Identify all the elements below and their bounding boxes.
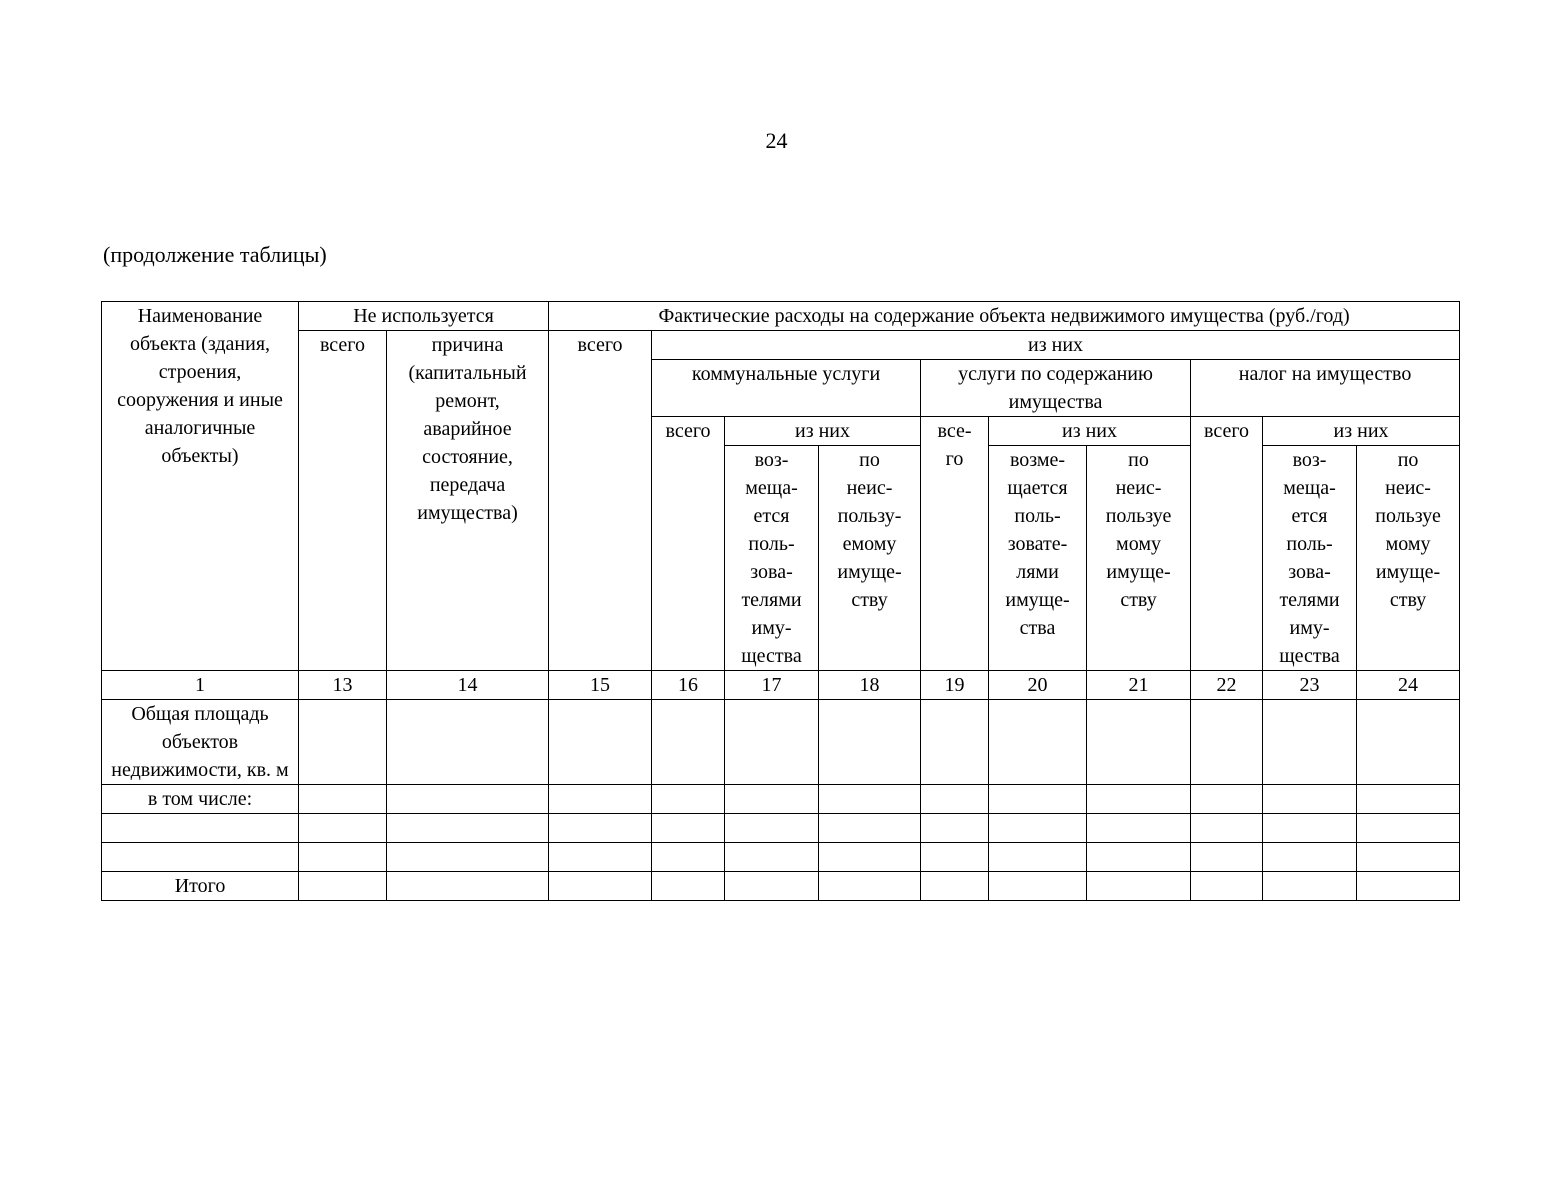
table-cell — [1263, 814, 1357, 843]
table-cell — [989, 785, 1087, 814]
column-number: 23 — [1263, 671, 1357, 700]
table-row — [102, 700, 1460, 785]
table-cell — [1191, 700, 1263, 785]
table-cell — [102, 814, 299, 843]
table-cell — [652, 814, 725, 843]
page-number: 24 — [765, 128, 788, 153]
header-tax-reimbursed: воз- меща- ется поль- зова- телями иму- щества — [1263, 446, 1357, 671]
table-cell — [1357, 700, 1460, 785]
column-number: 13 — [299, 671, 387, 700]
table-cell — [652, 843, 725, 872]
header-actual-costs: Фактические расходы на содержание объекта недвижимого имущества (руб./год) — [549, 302, 1460, 331]
header-property-tax: налог на имущество — [1191, 360, 1460, 417]
header-costs-total: всего — [549, 331, 652, 671]
header-maintenance-reimbursed: возме- щается поль- зовате- лями имуще- ства — [989, 446, 1087, 671]
table-cell — [921, 843, 989, 872]
table-cell — [1263, 700, 1357, 785]
table-cell — [725, 843, 819, 872]
table-cell — [387, 843, 549, 872]
column-number: 15 — [549, 671, 652, 700]
table-cell — [1357, 785, 1460, 814]
column-number: 21 — [1087, 671, 1191, 700]
table-cell — [725, 700, 819, 785]
table-cell — [1263, 872, 1357, 901]
table-cell — [921, 814, 989, 843]
table-cell — [1191, 785, 1263, 814]
table-cell — [1087, 700, 1191, 785]
header-maintenance-unused: по неис- пользуе мому имуще- ству — [1087, 446, 1191, 671]
table-cell — [387, 872, 549, 901]
table-cell — [1263, 843, 1357, 872]
table-cell — [1087, 843, 1191, 872]
column-number: 14 — [387, 671, 549, 700]
table-cell — [652, 785, 725, 814]
header-utilities-reimbursed: воз- меща- ется поль- зова- телями иму- щества — [725, 446, 819, 671]
table-cell — [1087, 872, 1191, 901]
table-row — [102, 872, 1460, 901]
table-cell — [1191, 814, 1263, 843]
table-cell — [819, 814, 921, 843]
table-cell — [387, 785, 549, 814]
column-number: 24 — [1357, 671, 1460, 700]
table-cell — [725, 872, 819, 901]
table-cell — [989, 700, 1087, 785]
table-cell — [299, 872, 387, 901]
table-cell — [1263, 785, 1357, 814]
header-maintenance-of-them: из них — [989, 417, 1191, 446]
header-maintenance: услуги по содержанию имущества — [921, 360, 1191, 417]
table-cell — [1357, 843, 1460, 872]
table-cell — [549, 843, 652, 872]
table-cell — [652, 872, 725, 901]
table-cell — [299, 700, 387, 785]
header-tax-total: всего — [1191, 417, 1263, 671]
header-object-name: Наименование объекта (здания, строения, сооружения и иные аналогичные объекты) — [102, 302, 299, 671]
table-cell — [1357, 872, 1460, 901]
row-label-sum: Итого — [102, 872, 299, 901]
table-cell — [819, 785, 921, 814]
header-utilities-total: всего — [652, 417, 725, 671]
header-tax-unused: по неис- пользуе мому имуще- ству — [1357, 446, 1460, 671]
table-row — [102, 843, 1460, 872]
table-cell — [387, 814, 549, 843]
table-cell — [921, 872, 989, 901]
table-cell — [1087, 814, 1191, 843]
header-of-them: из них — [652, 331, 1460, 360]
header-maintenance-total: все- го — [921, 417, 989, 671]
table-cell — [1191, 843, 1263, 872]
table-cell — [299, 843, 387, 872]
table-cell — [819, 700, 921, 785]
header-not-used-total: всего — [299, 331, 387, 671]
column-number: 1 — [102, 671, 299, 700]
table-cell — [1357, 814, 1460, 843]
header-not-used: Не используется — [299, 302, 549, 331]
table-cell — [549, 814, 652, 843]
column-number: 22 — [1191, 671, 1263, 700]
table-cell — [549, 785, 652, 814]
table-cell — [989, 872, 1087, 901]
column-number: 16 — [652, 671, 725, 700]
table-caption: (продолжение таблицы) — [103, 242, 327, 267]
table-cell — [989, 843, 1087, 872]
column-number: 19 — [921, 671, 989, 700]
table-cell — [725, 814, 819, 843]
column-number: 20 — [989, 671, 1087, 700]
table-cell — [725, 785, 819, 814]
table-cell — [819, 843, 921, 872]
table-cell — [549, 872, 652, 901]
header-utilities-unused: по неис- пользу- емому имуще- ству — [819, 446, 921, 671]
table-cell — [299, 814, 387, 843]
column-number: 18 — [819, 671, 921, 700]
header-utilities: коммунальные услуги — [652, 360, 921, 417]
table-cell — [549, 700, 652, 785]
table-row — [102, 814, 1460, 843]
column-number: 17 — [725, 671, 819, 700]
column-number-row — [102, 671, 1460, 700]
table-cell — [652, 700, 725, 785]
table-cell — [102, 843, 299, 872]
table-cell — [921, 785, 989, 814]
header-tax-of-them: из них — [1263, 417, 1460, 446]
row-label-including: в том числе: — [102, 785, 299, 814]
table-cell — [299, 785, 387, 814]
table-cell — [1087, 785, 1191, 814]
table-cell — [1191, 872, 1263, 901]
header-not-used-reason: причина (капитальный ремонт, аварийное состояние, передача имущества) — [387, 331, 549, 671]
table-cell — [989, 814, 1087, 843]
table-cell — [387, 700, 549, 785]
header-utilities-of-them: из них — [725, 417, 921, 446]
table-row — [102, 785, 1460, 814]
table-cell — [921, 700, 989, 785]
table-cell — [819, 872, 921, 901]
row-label-total-area: Общая площадь объектов недвижимости, кв. м — [102, 700, 299, 785]
costs-table — [101, 301, 1460, 901]
